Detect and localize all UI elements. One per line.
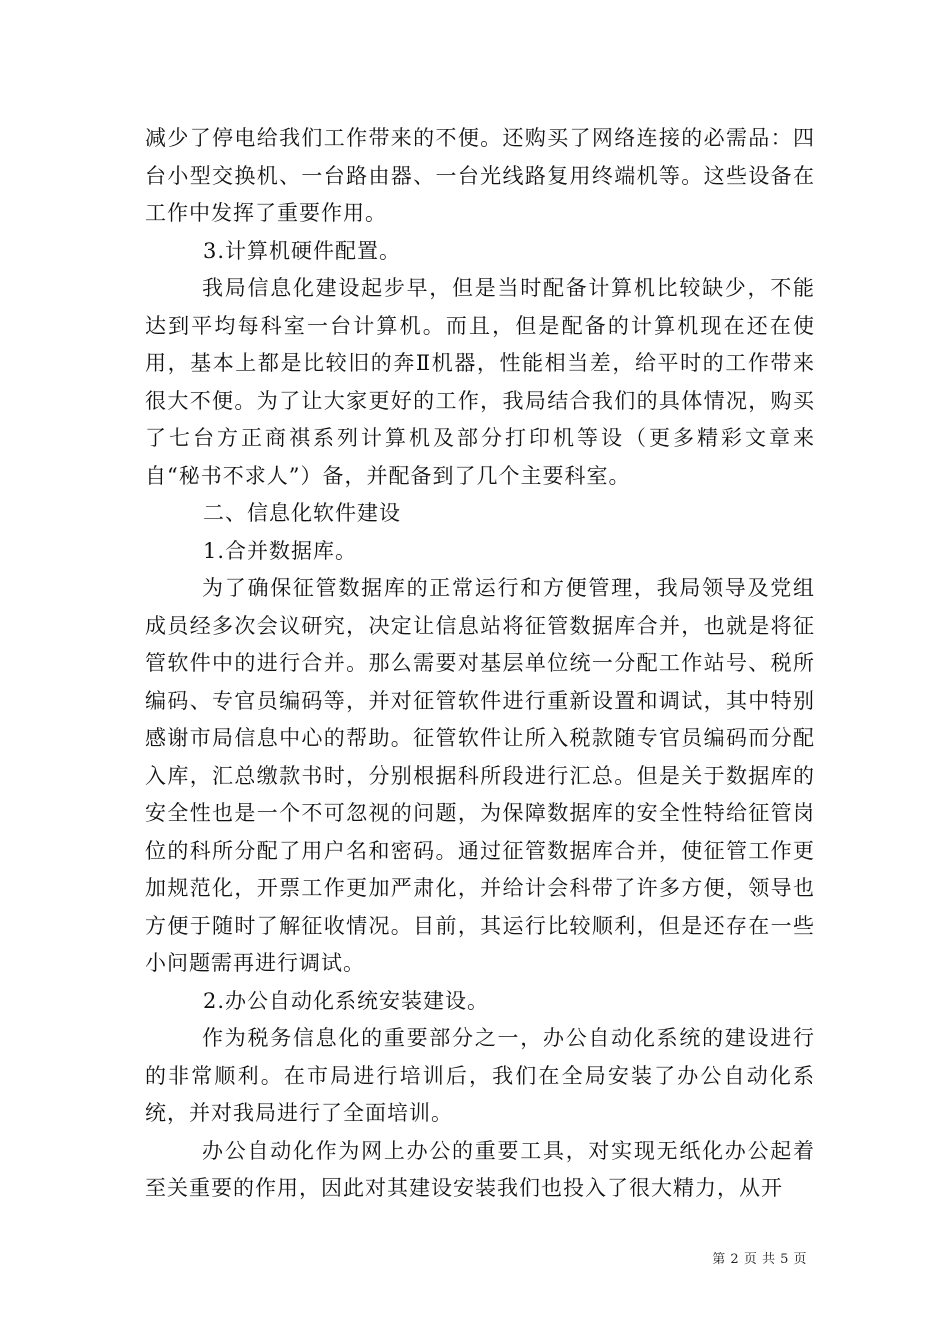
document-body [145, 120, 815, 1208]
paragraph-office-automation: 作为税务信息化的重要部分之一，办公自动化系统的建设进行的非常顺利。在市局进行培训后，我们在全局安装了办公自动化系统，并对我局进行了全面培训。 [145, 1026, 815, 1125]
heading-hardware-config: 3.计算机硬件配置。 [203, 238, 402, 263]
heading-merge-database: 1.合并数据库。 [203, 538, 358, 563]
heading-office-automation: 2.办公自动化系统安装建设。 [203, 988, 490, 1013]
paragraph-paperless-office: 办公自动化作为网上办公的重要工具，对实现无纸化办公起着至关重要的作用，因此对其建设安装我们也投入了很大精力，从开 [145, 1138, 815, 1200]
paragraph-hardware: 我局信息化建设起步早，但是当时配备计算机比较缺少，不能达到平均每科室一台计算机。而且，但是配备的计算机现在还在使用，基本上都是比较旧的奔Ⅱ机器，性能相当差，给平时的工作带来很大不便。为了让大家更好的工作，我局结合我们的具体情况，购买了七台方正商祺系列计算机及部分打印机等设（更多精彩文章来自“秘书不求人”）备，并配备到了几个主要科室。 [145, 276, 815, 488]
paragraph-power-network: 减少了停电给我们工作带来的不便。还购买了网络连接的必需品：四台小型交换机、一台路由器、一台光线路复用终端机等。这些设备在工作中发挥了重要作用。 [145, 126, 815, 225]
heading-software-construction: 二、信息化软件建设 [203, 501, 401, 525]
paragraph-database: 为了确保征管数据库的正常运行和方便管理，我局领导及党组成员经多次会议研究，决定让信息站将征管数据库合并，也就是将征管软件中的进行合并。那么需要对基层单位统一分配工作站号、税所编码、专官员编码等，并对征管软件进行重新设置和调试，其中特别感谢市局信息中心的帮助。征管软件让所入税款随专官员编码而分配入库，汇总缴款书时，分别根据科所段进行汇总。但是关于数据库的安全性也是一个不可忽视的问题，为保障数据库的安全性特给征管岗位的科所分配了用户名和密码。通过征管数据库合并，使征管工作更加规范化，开票工作更加严肃化，并给计会科带了许多方便，领导也方便于随时了解征收情况。目前，其运行比较顺利，但是还存在一些小问题需再进行调试。 [145, 576, 815, 975]
page-number-footer: 第 2 页 共 5 页 [712, 1252, 807, 1267]
